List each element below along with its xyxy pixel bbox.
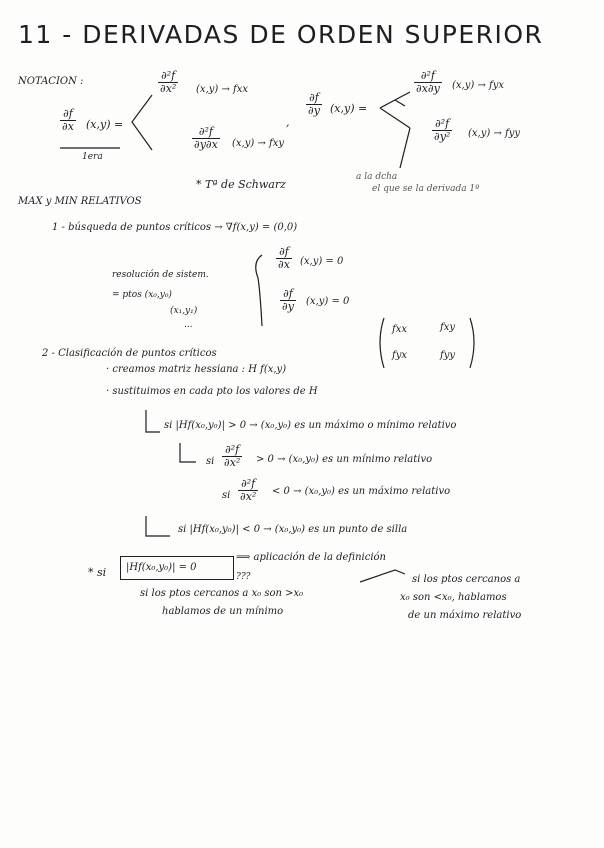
ellipsis: ...: [184, 320, 193, 330]
hessian-zero: |Hf(x₀,y₀)| = 0: [126, 562, 197, 573]
matrix-fyx: fyx: [392, 350, 407, 361]
step-1: 1 - búsqueda de puntos críticos → ∇f(x,y) = (0,0): [52, 222, 298, 233]
frac-den: ∂y∂x: [194, 137, 218, 151]
frac-num: ∂f: [283, 287, 293, 300]
branch-left: [132, 95, 152, 150]
right-note-3: de un máximo relativo: [408, 610, 522, 621]
right-note-1: si los ptos cercanos a: [412, 574, 521, 585]
comma: ,: [286, 116, 290, 129]
first-args: (x,y) =: [86, 118, 124, 131]
frac-num: ∂²f: [161, 69, 176, 82]
page-title: 11 - DERIVADAS DE ORDEN SUPERIOR: [18, 20, 544, 49]
points-label-2: (x₁,y₁): [170, 306, 198, 316]
question-marks: ???: [236, 572, 251, 582]
system-eq-1: (x,y) = 0: [300, 256, 344, 267]
frac-den: ∂x∂y: [416, 81, 440, 95]
matrix-fyy: fyy: [440, 350, 455, 361]
fyy-args: (x,y) → fyy: [468, 128, 521, 139]
system-brace: [256, 255, 262, 326]
frac-num: ∂²f: [435, 117, 450, 130]
tree-line-3: [146, 516, 170, 536]
tree-line-1: [146, 410, 160, 432]
frac-den: ∂x²: [160, 81, 177, 95]
notation-label: NOTACION :: [18, 76, 84, 87]
second-args: (x,y) =: [330, 102, 368, 115]
fyx-frac: [192, 126, 220, 150]
frac-den: ∂y²: [434, 129, 451, 143]
case-1b-pre: si: [222, 490, 231, 501]
schwarz-theorem: * Tª de Schwarz: [196, 178, 286, 191]
fyx-args: (x,y) → fxy: [232, 138, 284, 149]
right-note-2: x₀ son <x₀, hablamos: [400, 592, 507, 603]
branch-right: [380, 92, 410, 128]
frac-num: ∂²f: [420, 69, 435, 82]
frac-den: ∂x²: [224, 455, 241, 469]
arrow-right-note: [360, 570, 405, 582]
case-1a-frac: [222, 444, 242, 468]
fxx-frac: [158, 70, 178, 94]
matrix-bracket-left: [380, 318, 384, 368]
frac-num: ∂²f: [198, 125, 213, 138]
case-1: si |Hf(x₀,y₀)| > 0 → (x₀,y₀) es un máximo o mínimo relativo: [164, 420, 457, 431]
note-line-2: el que se la derivada 1º: [372, 184, 480, 194]
fyy-frac: [432, 118, 452, 142]
matrix-fxy: fxy: [440, 322, 455, 333]
frac-den: ∂x: [278, 257, 290, 271]
frac-den: ∂x: [62, 119, 74, 133]
arrow-note: [400, 128, 410, 168]
frac-den: ∂y: [308, 103, 320, 117]
first-note: 1era: [82, 152, 103, 162]
case-1b-post: < 0 → (x₀,y₀) es un máximo relativo: [272, 486, 451, 497]
second-derivative-y: [306, 92, 322, 116]
fxy-frac: [414, 70, 442, 94]
step-2: 2 - Clasificación de puntos críticos: [42, 348, 217, 359]
case-1a-post: > 0 → (x₀,y₀) es un mínimo relativo: [256, 454, 433, 465]
system-eq-2-frac: [280, 288, 296, 312]
frac-num: ∂²f: [241, 477, 256, 490]
system-eq-1-frac: [276, 246, 292, 270]
note-line-1: a la dcha: [356, 172, 398, 182]
star-if: * si: [88, 566, 107, 579]
frac-num: ∂²f: [225, 443, 240, 456]
case-2: si |Hf(x₀,y₀)| < 0 → (x₀,y₀) es un punto de silla: [178, 524, 408, 535]
system-eq-2: (x,y) = 0: [306, 296, 350, 307]
matrix-fxx: fxx: [392, 324, 407, 335]
matrix-bracket-right: [470, 318, 474, 368]
first-derivative-x: [60, 108, 76, 132]
maxmin-heading: MAX y MIN RELATIVOS: [18, 196, 142, 207]
fxy-args: (x,y) → fyx: [452, 80, 504, 91]
frac-num: ∂f: [309, 91, 319, 104]
hessian-line: · creamos matriz hessiana : H f(x,y): [106, 364, 287, 375]
tree-line-2: [180, 443, 196, 462]
definition-arrow: ⟹ aplicación de la definición: [236, 552, 386, 563]
frac-den: ∂x²: [240, 489, 257, 503]
frac-num: ∂f: [279, 245, 289, 258]
left-note-1: si los ptos cercanos a x₀ son >x₀: [140, 588, 304, 599]
resolution-label: resolución de sistem.: [112, 270, 209, 280]
case-1a-pre: si: [206, 456, 215, 467]
frac-den: ∂y: [282, 299, 294, 313]
substitute-line: · sustituimos en cada pto los valores de H: [106, 386, 318, 397]
left-note-2: hablamos de un mínimo: [162, 606, 284, 617]
fxx-args: (x,y) → fxx: [196, 84, 248, 95]
frac-num: ∂f: [63, 107, 73, 120]
case-1b-frac: [238, 478, 258, 502]
points-label: = ptos (x₀,y₀): [112, 290, 172, 300]
